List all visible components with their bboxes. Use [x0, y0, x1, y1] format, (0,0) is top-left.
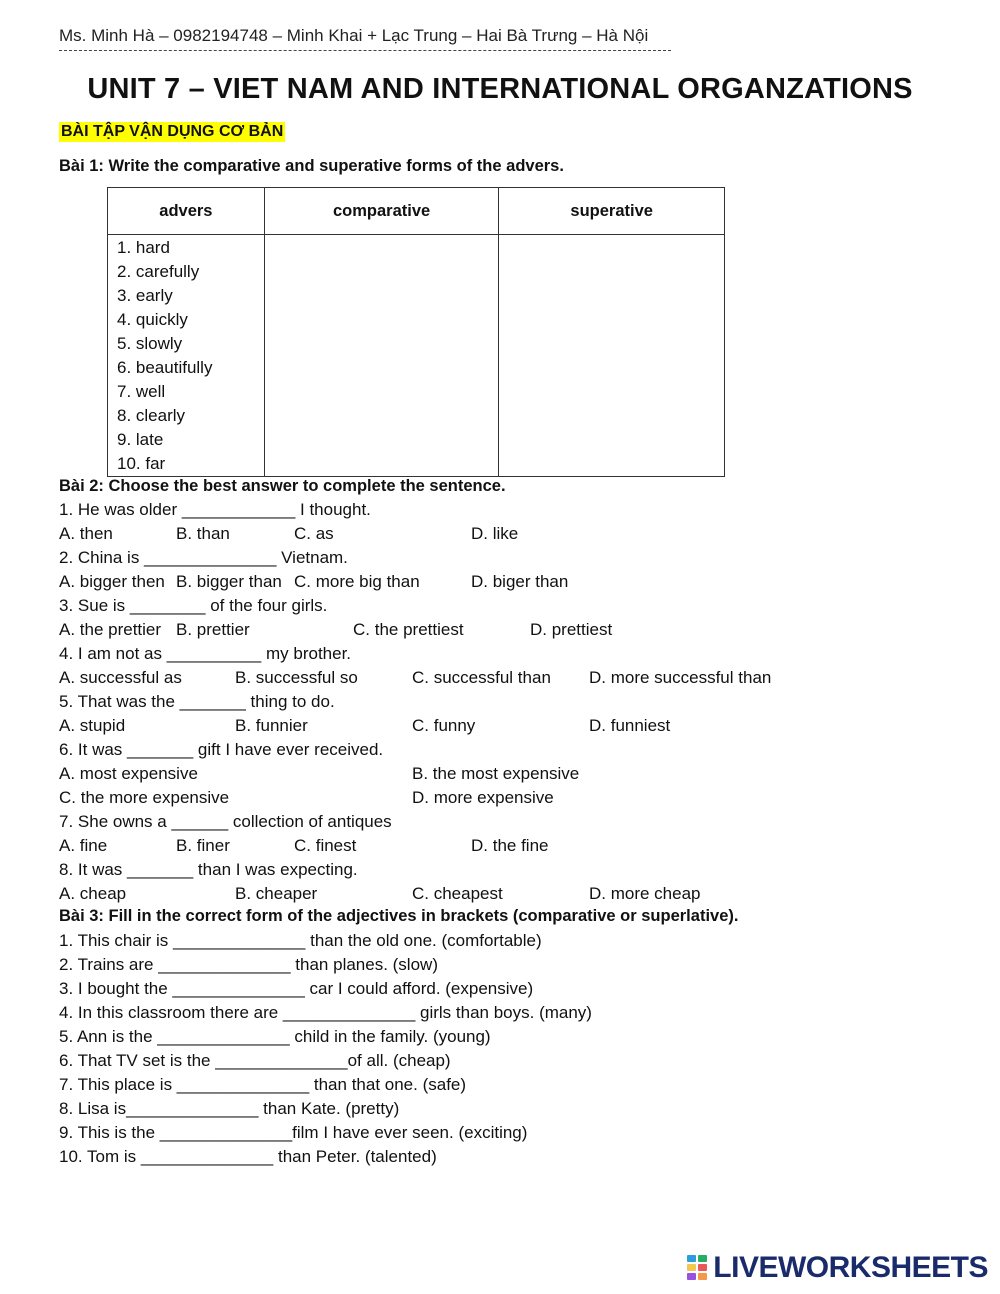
- adverb-item: 3. early: [117, 286, 173, 305]
- option-2b[interactable]: B. bigger than: [176, 572, 282, 591]
- option-5a[interactable]: A. stupid: [59, 716, 126, 735]
- fill-item-5[interactable]: 5. Ann is the ______________ child in the family. (young): [59, 1027, 491, 1046]
- header-contact: Ms. Minh Hà – 0982194748 – Minh Khai + Lạc Trung – Hai Bà Trưng – Hà Nội: [59, 26, 649, 45]
- ex1-heading: Bài 1: Write the comparative and superative forms of the advers.: [59, 157, 564, 175]
- option-6d[interactable]: D. more expensive: [412, 788, 554, 807]
- question-4: 4. I am not as __________ my brother.: [59, 644, 352, 663]
- adverb-item: 7. well: [117, 382, 166, 401]
- column-header-advers: advers: [108, 188, 265, 235]
- option-3c[interactable]: C. the prettiest: [353, 620, 464, 639]
- option-6c[interactable]: C. the more expensive: [59, 788, 230, 807]
- option-3d[interactable]: D. prettiest: [530, 620, 613, 639]
- option-7c[interactable]: C. finest: [294, 836, 357, 855]
- question-7: 7. She owns a ______ collection of antiques: [59, 812, 392, 831]
- option-4d[interactable]: D. more successful than: [589, 668, 772, 687]
- adverb-item: 6. beautifully: [117, 358, 213, 377]
- option-2c[interactable]: C. more big than: [294, 572, 420, 591]
- fill-item-8[interactable]: 8. Lisa is______________ than Kate. (pretty): [59, 1099, 400, 1118]
- option-5d[interactable]: D. funniest: [589, 716, 671, 735]
- option-1d[interactable]: D. like: [471, 524, 519, 543]
- adverb-item: 5. slowly: [117, 334, 183, 353]
- adverb-item: 9. late: [117, 430, 164, 449]
- option-6a[interactable]: A. most expensive: [59, 764, 198, 783]
- adverb-item: 4. quickly: [117, 310, 188, 329]
- option-5b[interactable]: B. funnier: [235, 716, 308, 735]
- option-2a[interactable]: A. bigger then: [59, 572, 165, 591]
- question-6: 6. It was _______ gift I have ever received.: [59, 740, 384, 759]
- header-divider: [59, 50, 671, 51]
- section-label: BÀI TẬP VẬN DỤNG CƠ BẢN: [61, 123, 284, 140]
- fill-item-7[interactable]: 7. This place is ______________ than that one. (safe): [59, 1075, 467, 1094]
- column-header-superative: superative: [499, 188, 725, 235]
- fill-item-6[interactable]: 6. That TV set is the ______________of all. (cheap): [59, 1051, 451, 1070]
- ex2-heading: Bài 2: Choose the best answer to complete the sentence.: [59, 477, 506, 495]
- option-3a[interactable]: A. the prettier: [59, 620, 162, 639]
- option-4b[interactable]: B. successful so: [235, 668, 358, 687]
- option-2d[interactable]: D. biger than: [471, 572, 569, 591]
- comparative-answer-cell[interactable]: [264, 235, 499, 477]
- fill-item-2[interactable]: 2. Trains are ______________ than planes. (slow): [59, 955, 438, 974]
- option-8a[interactable]: A. cheap: [59, 884, 127, 903]
- liveworksheets-logo[interactable]: [687, 1251, 988, 1285]
- option-4a[interactable]: A. successful as: [59, 668, 182, 687]
- logo-icon: [687, 1255, 709, 1281]
- option-7a[interactable]: A. fine: [59, 836, 108, 855]
- option-7b[interactable]: B. finer: [176, 836, 230, 855]
- option-5c[interactable]: C. funny: [412, 716, 476, 735]
- adverb-list-cell: [108, 235, 265, 477]
- adverb-item: 1. hard: [117, 238, 170, 257]
- adverbs-table: [107, 187, 725, 477]
- fill-item-4[interactable]: 4. In this classroom there are ______________ girls than boys. (many): [59, 1003, 592, 1022]
- option-1c[interactable]: C. as: [294, 524, 334, 543]
- option-3b[interactable]: B. prettier: [176, 620, 250, 639]
- option-8c[interactable]: C. cheapest: [412, 884, 503, 903]
- superative-answer-cell[interactable]: [499, 235, 725, 477]
- adverb-item: 8. clearly: [117, 406, 186, 425]
- option-6b[interactable]: B. the most expensive: [412, 764, 580, 783]
- adverb-item: 10. far: [117, 454, 166, 473]
- fill-item-10[interactable]: 10. Tom is ______________ than Peter. (talented): [59, 1147, 437, 1166]
- question-8: 8. It was _______ than I was expecting.: [59, 860, 358, 879]
- question-2: 2. China is ______________ Vietnam.: [59, 548, 348, 567]
- option-7d[interactable]: D. the fine: [471, 836, 549, 855]
- ex3-heading: Bài 3: Fill in the correct form of the adjectives in brackets (comparative or superlative).: [59, 907, 739, 925]
- fill-item-1[interactable]: 1. This chair is ______________ than the old one. (comfortable): [59, 931, 542, 950]
- column-header-comparative: comparative: [264, 188, 499, 235]
- question-5: 5. That was the _______ thing to do.: [59, 692, 335, 711]
- page-title: UNIT 7 – VIET NAM AND INTERNATIONAL ORGANZATIONS: [87, 73, 913, 105]
- fill-item-3[interactable]: 3. I bought the ______________ car I could afford. (expensive): [59, 979, 534, 998]
- option-8b[interactable]: B. cheaper: [235, 884, 318, 903]
- logo-text: LIVEWORKSHEETS: [713, 1251, 988, 1284]
- question-1: 1. He was older ____________ I thought.: [59, 500, 371, 519]
- option-1a[interactable]: A. then: [59, 524, 113, 543]
- option-4c[interactable]: C. successful than: [412, 668, 551, 687]
- fill-item-9[interactable]: 9. This is the ______________film I have ever seen. (exciting): [59, 1123, 528, 1142]
- question-3: 3. Sue is ________ of the four girls.: [59, 596, 328, 615]
- option-1b[interactable]: B. than: [176, 524, 230, 543]
- adverb-item: 2. carefully: [117, 262, 200, 281]
- option-8d[interactable]: D. more cheap: [589, 884, 701, 903]
